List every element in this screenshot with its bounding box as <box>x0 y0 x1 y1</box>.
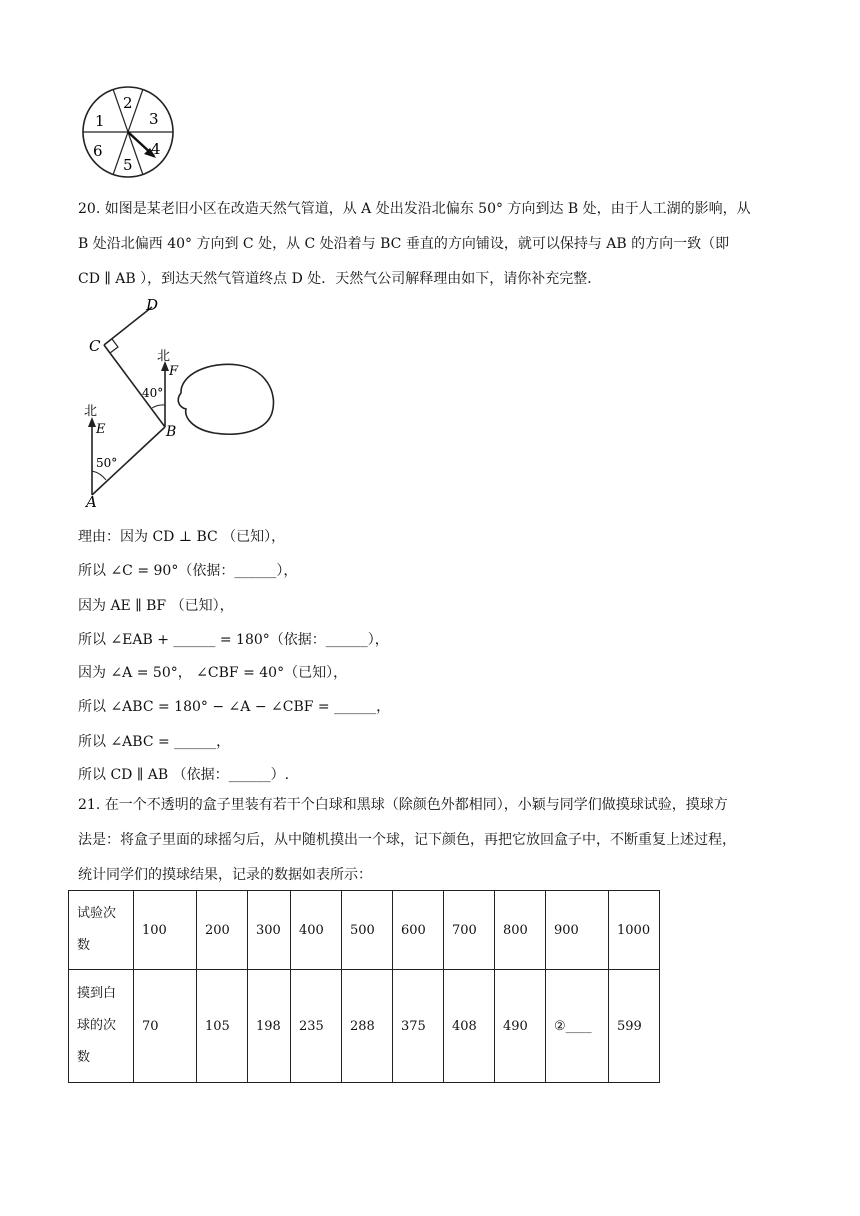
table-cell-blank: ②____ <box>546 970 609 1083</box>
table-cell: 70 <box>134 970 197 1083</box>
reason-line-7: 所以 ∠ABC = ______， <box>78 734 231 750</box>
reason-line-5: 因为 ∠A = 50°， ∠CBF = 40°（已知）， <box>78 665 348 681</box>
spinner-label-4: 4 <box>151 140 161 158</box>
table-cell: 100 <box>134 891 197 970</box>
reason-line-6: 所以 ∠ABC = 180° − ∠A − ∠CBF = ______， <box>78 699 391 715</box>
table-cell: 375 <box>393 970 444 1083</box>
table-cell: 288 <box>342 970 393 1083</box>
experiment-table <box>68 890 660 1083</box>
table-cell: 300 <box>248 891 291 970</box>
label-F: F <box>169 364 179 379</box>
label-angle-50: 50° <box>96 456 118 470</box>
table-cell: 599 <box>609 970 660 1083</box>
pipeline-figure <box>80 295 285 510</box>
table-cell: 700 <box>444 891 495 970</box>
q20-line-2: B 处沿北偏西 40° 方向到 C 处，从 C 处沿着与 BC 垂直的方向铺设，就可以保持与 AB 的方向一致（即 <box>78 236 730 252</box>
spinner-label-1: 1 <box>95 112 105 130</box>
label-angle-40: 40° <box>142 386 164 400</box>
label-E: E <box>96 422 106 437</box>
reason-line-3: 因为 AE ∥ BF （已知）， <box>78 598 234 614</box>
table-header-white-count: 摸到白球的次数 <box>69 970 134 1083</box>
q21-line-1: 21. 在一个不透明的盒子里装有若干个白球和黑球（除颜色外都相同），小颖与同学们做摸球试验，摸球方 <box>78 797 728 813</box>
spinner-label-5: 5 <box>123 156 133 174</box>
table-row <box>69 891 660 970</box>
label-C: C <box>89 337 101 355</box>
table-cell: 1000 <box>609 891 660 970</box>
table-cell: 200 <box>197 891 248 970</box>
label-B: B <box>166 424 177 440</box>
table-cell: 105 <box>197 970 248 1083</box>
table-cell: 198 <box>248 970 291 1083</box>
spinner-label-6: 6 <box>93 142 103 160</box>
reason-line-1: 理由：因为 CD ⊥ BC （已知）， <box>78 529 286 545</box>
reason-line-2: 所以 ∠C = 90°（依据：______）， <box>78 563 298 579</box>
q20-line-1: 20. 如图是某老旧小区在改造天然气管道，从 A 处出发沿北偏东 50° 方向到达 B 处，由于人工湖的影响，从 <box>78 201 751 217</box>
label-A: A <box>86 493 97 510</box>
table-cell: 235 <box>291 970 342 1083</box>
reason-line-8: 所以 CD ∥ AB （依据：______）. <box>78 767 290 783</box>
spinner-figure <box>76 86 180 180</box>
table-cell: 490 <box>495 970 546 1083</box>
table-cell: 500 <box>342 891 393 970</box>
spinner-label-3: 3 <box>149 110 159 128</box>
q20-line-3: CD ∥ AB ），到达天然气管道终点 D 处．天然气公司解释理由如下，请你补充完整． <box>78 271 602 287</box>
q21-line-3: 统计同学们的摸球结果，记录的数据如表所示： <box>78 867 372 883</box>
table-cell: 900 <box>546 891 609 970</box>
label-north-B: 北 <box>157 349 171 364</box>
reason-line-4: 所以 ∠EAB + ______ = 180°（依据：______）， <box>78 632 389 648</box>
table-cell: 800 <box>495 891 546 970</box>
table-cell: 600 <box>393 891 444 970</box>
table-cell: 400 <box>291 891 342 970</box>
label-north-A: 北 <box>84 404 98 419</box>
table-header-trials: 试验次数 <box>69 891 134 970</box>
table-row <box>69 970 660 1083</box>
table-cell: 408 <box>444 970 495 1083</box>
label-D: D <box>146 296 159 314</box>
q21-line-2: 法是：将盒子里面的球摇匀后，从中随机摸出一个球，记下颜色，再把它放回盒子中，不断重复上述过程， <box>78 832 736 848</box>
spinner-label-2: 2 <box>123 94 133 112</box>
